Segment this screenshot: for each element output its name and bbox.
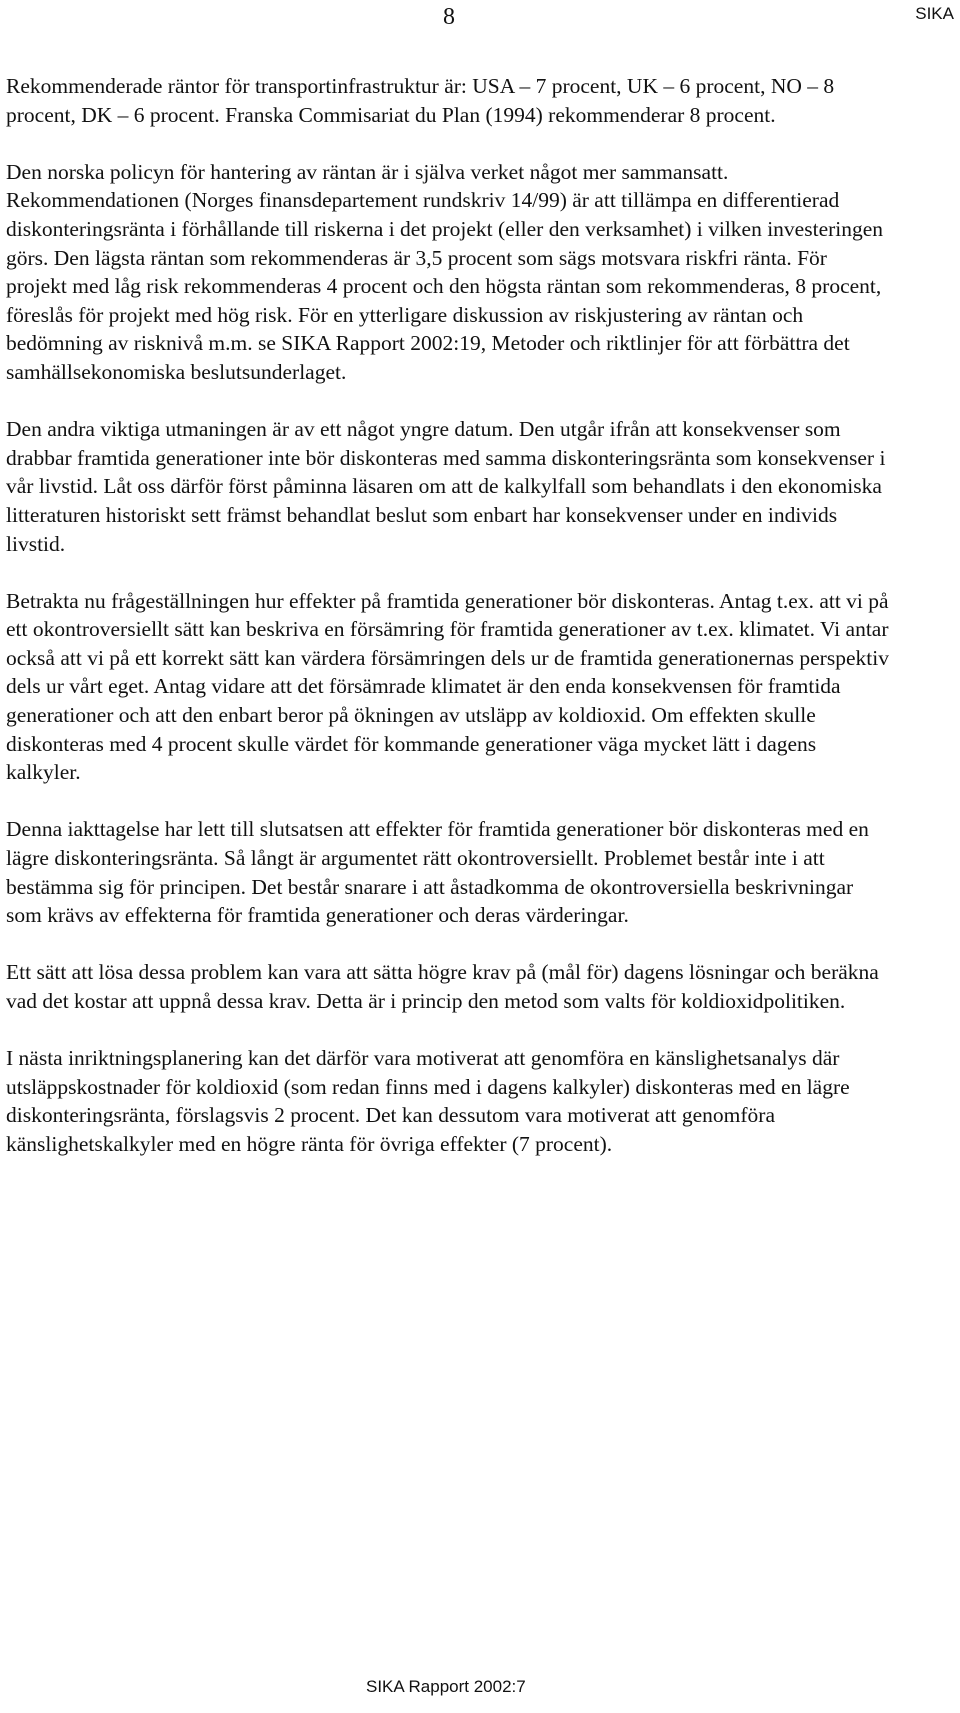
footer-report-id: SIKA Rapport 2002:7	[366, 1677, 526, 1696]
page-number: 8	[443, 4, 455, 30]
paragraph-sensitivity-analysis: I nästa inriktningsplanering kan det därför vara motiverat att genomföra en känslighetsanalys där utsläppskostnader för koldioxid (som redan finns med i dagens kalkyler) diskonteras med en lägre diskonteringsränta, förslagsvis 2 procent. Det kan dessutom vara motiverat att genomföra känslighetskalkyler med en högre ränta för övriga effekter (7 procent).	[6, 1046, 850, 1156]
paragraph-second-challenge: Den andra viktiga utmaningen är av ett något yngre datum. Den utgår ifrån att konsekvenser som drabbar framtida generationer inte bör diskonteras med samma diskonteringsränta som konsekvenser i vår livstid. Låt oss därför först påminna läsaren om att de kalkylfall som behandlats i den ekonomiska litteraturen historiskt sett främst behandlat beslut som enbart har konsekvenser under en individs livstid.	[6, 417, 886, 556]
paragraph-solution-approach: Ett sätt att lösa dessa problem kan vara att sätta högre krav på (mål för) dagens lösningar och beräkna vad det kostar att uppnå dessa krav. Detta är i princip den metod som valts för koldioxidpolitiken.	[6, 960, 879, 1013]
paragraph-lower-discount-rate: Denna iakttagelse har lett till slutsatsen att effekter för framtida generationer bör diskonteras med en lägre diskonteringsränta. Så långt är argumentet rätt okontroversiellt. Problemet består inte i att bestämma sig för principen. Det består snarare i att åstadkomma de okontroversiella beskrivningar som krävs av effekterna för framtida generationer och deras värderingar.	[6, 817, 869, 928]
document-body	[6, 72, 890, 1187]
header-org-name: SIKA	[915, 4, 954, 23]
paragraph-norwegian-policy: Den norska policyn för hantering av räntan är i själva verket något mer sammansatt. Rekommendationen (Norges finansdepartement rundskriv 14/99) är att tillämpa en differentierad diskonteringsränta i förhållande till riskerna i det projekt (eller den verksamhet) i vilken investeringen görs. Den lägsta räntan som rekommenderas är 3,5 procent som sägs motsvara riskfri ränta. För projekt med låg risk rekommenderas 4 procent och den högsta räntan som rekommenderas, 8 procent, föreslås för projekt med hög risk. För en ytterligare diskussion av riskjustering av räntan och bedömning av risknivå m.m. se SIKA Rapport 2002:19, Metoder och riktlinjer för att förbättra det samhällsekonomiska beslutsunderlaget.	[6, 159, 884, 384]
paragraph-recommended-rates: Rekommenderade räntor för transportinfrastruktur är: USA – 7 procent, UK – 6 procent, NO – 8 procent, DK – 6 procent. Franska Commisariat du Plan (1994) rekommenderar 8 procent.	[6, 74, 835, 127]
paragraph-future-generations: Betrakta nu frågeställningen hur effekter på framtida generationer bör diskonteras. Antag t.ex. att vi på ett okontroversiellt sätt kan beskriva en försämring för framtida generationer av t.ex. klimatet. Vi antar också att vi på ett korrekt sätt kan värdera försämringen dels ur de framtida generationernas perspektiv dels ur vårt eget. Antag vidare att det försämrade klimatet är den enda konsekvensen för framtida generationer och att den enbart beror på ökningen av utsläpp av koldioxid. Om effekten skulle diskonteras med 4 procent skulle värdet för kommande generationer väga mycket lätt i dagens kalkyler.	[6, 588, 889, 785]
